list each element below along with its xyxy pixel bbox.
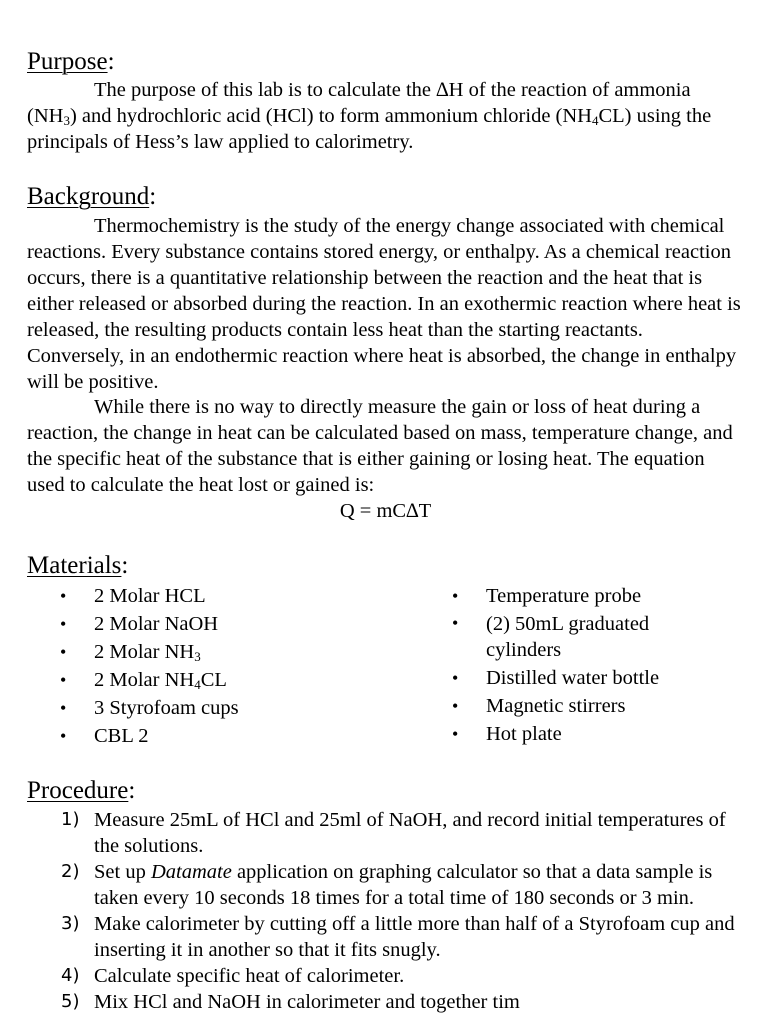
material-item: • Distilled water bottle [452, 664, 692, 692]
material-item: • 2 Molar HCL [60, 582, 380, 610]
step-number: 4) [61, 965, 80, 986]
heat-equation: Q = mC∆T [339, 500, 432, 522]
material-item: • Hot plate [452, 720, 692, 748]
materials-heading: Materials: [27, 552, 129, 579]
materials-list-right [452, 582, 692, 748]
procedure-step: 5) Mix HCl and NaOH in calorimeter and together tim [61, 991, 520, 1013]
background-heading: Background: [27, 183, 157, 210]
procedure-heading: Procedure: [27, 777, 136, 804]
procedure-step: 3) Make calorimeter by cutting off a little more than half of a Styrofoam cup and inserting it in another so that it fits snugly. [61, 913, 735, 961]
background-paragraph-1: Thermochemistry is the study of the energy change associated with chemical reactions. Every substance contains stored energy, or enthalpy. As a chemical reaction occurs, there is a quantitative relationship between the reaction and the heat that is either released or absorbed during the reaction. In an exothermic reaction where heat is released, the resulting products contain less heat than the starting reactants. Conversely, in an endothermic reaction where heat is absorbed, the change in enthalpy will be positive. [27, 215, 741, 393]
material-item: • Magnetic stirrers [452, 692, 692, 720]
procedure-step: 2) Set up Datamate application on graphing calculator so that a data sample is taken every 10 seconds 18 times for a total time of 180 seconds or 3 min. [61, 861, 713, 909]
purpose-heading: Purpose: [27, 48, 115, 75]
background-paragraph-2: While there is no way to directly measure the gain or loss of heat during a reaction, the change in heat can be calculated based on mass, temperature change, and the specific heat of the substance that is either gaining or losing heat. The equation used to calculate the heat lost or gained is: [27, 396, 733, 496]
purpose-paragraph: The purpose of this lab is to calculate the ∆H of the reaction of ammonia $(NH_3)$ and hydrochloric acid (HCl) to form ammonium chloride $(NH_4CL)$ using the principals of Hess’s law applied to calorimetry. [27, 79, 712, 153]
procedure-list [58, 807, 744, 1015]
material-item: • Temperature probe [452, 582, 692, 610]
material-item: • 2 Molar $NH_4CL$ [60, 666, 380, 694]
material-item: • (2) 50mL graduated cylinders [452, 610, 692, 664]
step-number: 5) [61, 991, 80, 1012]
procedure-step: 4) Calculate specific heat of calorimeter. [61, 965, 405, 987]
material-item: • CBL 2 [60, 722, 380, 750]
step-number: 2) [61, 861, 80, 882]
material-item: • 2 Molar NaOH [60, 610, 380, 638]
material-item: • 3 Styrofoam cups [60, 694, 380, 722]
step-number: 3) [61, 913, 80, 934]
step-number: 1) [61, 809, 80, 830]
procedure-step: 1) Measure 25mL of HCl and 25ml of NaOH, and record initial temperatures of the solutions. [61, 809, 726, 857]
materials-list-left [60, 582, 380, 750]
app-name: Datamate [150, 861, 232, 883]
material-item: • 2 Molar $NH_3$ [60, 638, 380, 666]
